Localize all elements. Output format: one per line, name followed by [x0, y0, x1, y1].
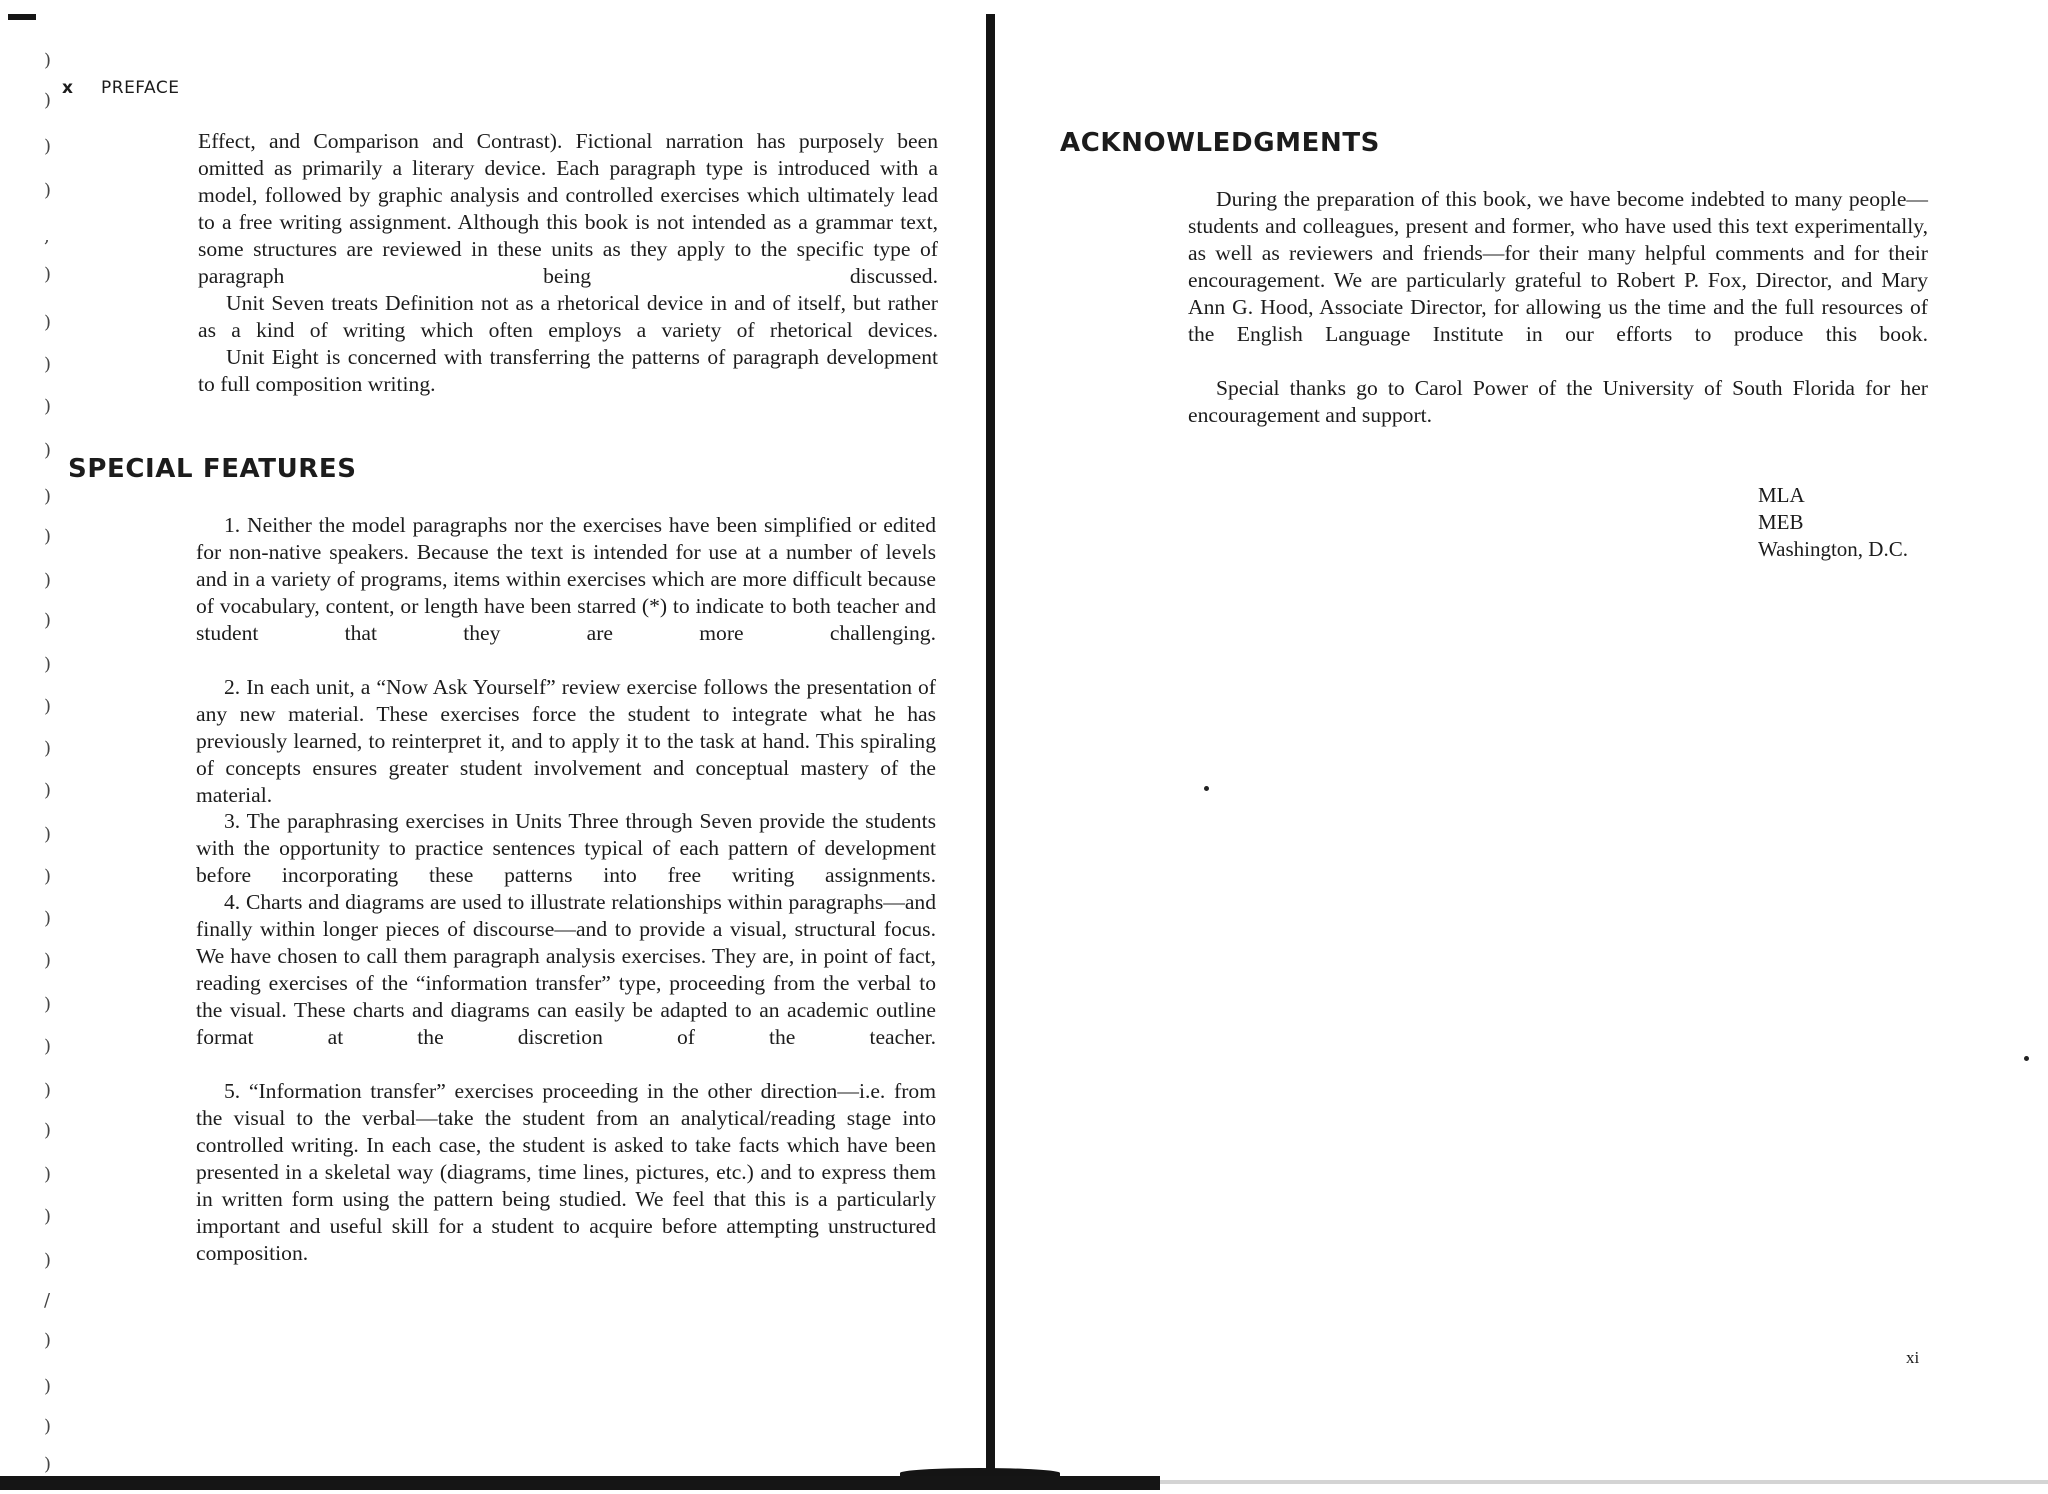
- acknowledgments-paragraph-1: During the preparation of this book, we have become indebted to many people—students and colleagues, present and former, who have used this text experimentally, as well as reviewers and friends—for their many helpful comments and for their encouragement. We are particularly grateful to Robert P. Fox, Director, and Mary Ann G. Hood, Associate Director, for allowing us the time and the full resources of the English Language Institute in our efforts to produce this book.: [1188, 187, 1928, 346]
- signature-initials-mla: MLA: [1758, 483, 1805, 507]
- signature-initials-meb: MEB: [1758, 510, 1804, 534]
- feature-item-5: 5. “Information transfer” exercises proceeding in the other direction—i.e. from the visual to the verbal—take the student from an analytical/reading stage into controlled writing. In each case, the student is asked to take facts which have been presented in a skeletal way (diagrams, time lines, pictures, etc.) and to express them in written form using the pattern being studied. We feel that this is a particularly important and useful skill for a student to acquire before attempting unstructured composition.: [196, 1079, 936, 1265]
- scan-bottom-edge-light: [1160, 1480, 2048, 1484]
- feature-item-1: 1. Neither the model paragraphs nor the exercises have been simplified or edited for non-native speakers. Because the text is intended for use at a number of levels and in a variety of programs, items within exercises which are more difficult because of vocabulary, content, or length have been starred (*) to indicate to both teacher and student that they are more challenging.: [196, 513, 936, 645]
- signature-place: Washington, D.C.: [1758, 537, 1908, 561]
- feature-item-2: 2. In each unit, a “Now Ask Yourself” review exercise follows the presentation of any new material. These exercises force the student to integrate what he has previously learned, to reinterpret it, and to apply it to the task at hand. This spiraling of concepts ensures greater student involvement and conceptual mastery of the material.: [196, 675, 936, 807]
- page-number-left: x: [62, 78, 73, 98]
- binding-marks: ) ) ) ) , ) ) ) ) ) ) ) ) ) ) ) ) ) ) ) ) ) ) ) ) ) ) ) ) / ) ) ) ): [44, 50, 52, 1475]
- feature-item-3: 3. The paraphrasing exercises in Units Three through Seven provide the students with the opportunity to practice sentences typical of each pattern of development before incorporating these patterns into free writing assignments.: [196, 809, 936, 887]
- intro-paragraph-continued: Effect, and Comparison and Contrast). Fictional narration has purposely been omitted as primarily a literary device. Each paragraph type is introduced with a model, followed by graphic analysis and controlled exercises which ultimately lead to a free writing assignment. Although this book is not intended as a grammar text, some structures are reviewed in these units as they apply to the specific type of paragraph being discussed.: [198, 129, 938, 288]
- scan-speck: [2024, 1056, 2029, 1061]
- scan-bottom-edge: [0, 1476, 1160, 1490]
- page-number-right: xi: [1906, 1348, 1920, 1367]
- scan-edge-mark: [8, 14, 36, 20]
- acknowledgments-heading: ACKNOWLEDGMENTS: [1060, 128, 1380, 158]
- scan-speck: [1204, 786, 1209, 791]
- acknowledgments-paragraph-2: Special thanks go to Carol Power of the University of South Florida for her encouragement and support.: [1188, 376, 1928, 427]
- book-spine-shadow: [986, 14, 995, 1476]
- feature-item-4: 4. Charts and diagrams are used to illustrate relationships within paragraphs—and finally within longer pieces of discourse—and to provide a visual, structural focus. We have chosen to call them paragraph analysis exercises. They are, in point of fact, reading exercises of the “information transfer” type, proceeding from the verbal to the visual. These charts and diagrams can easily be adapted to an academic outline format at the discretion of the teacher.: [196, 890, 936, 1049]
- running-head-title: PREFACE: [101, 78, 180, 98]
- intro-paragraph-unit-eight: Unit Eight is concerned with transferring the patterns of paragraph development to full composition writing.: [198, 345, 938, 396]
- intro-paragraph-unit-seven: Unit Seven treats Definition not as a rhetorical device in and of itself, but rather as a kind of writing which often employs a variety of rhetorical devices.: [198, 291, 938, 342]
- section-heading-special-features: SPECIAL FEATURES: [68, 454, 357, 484]
